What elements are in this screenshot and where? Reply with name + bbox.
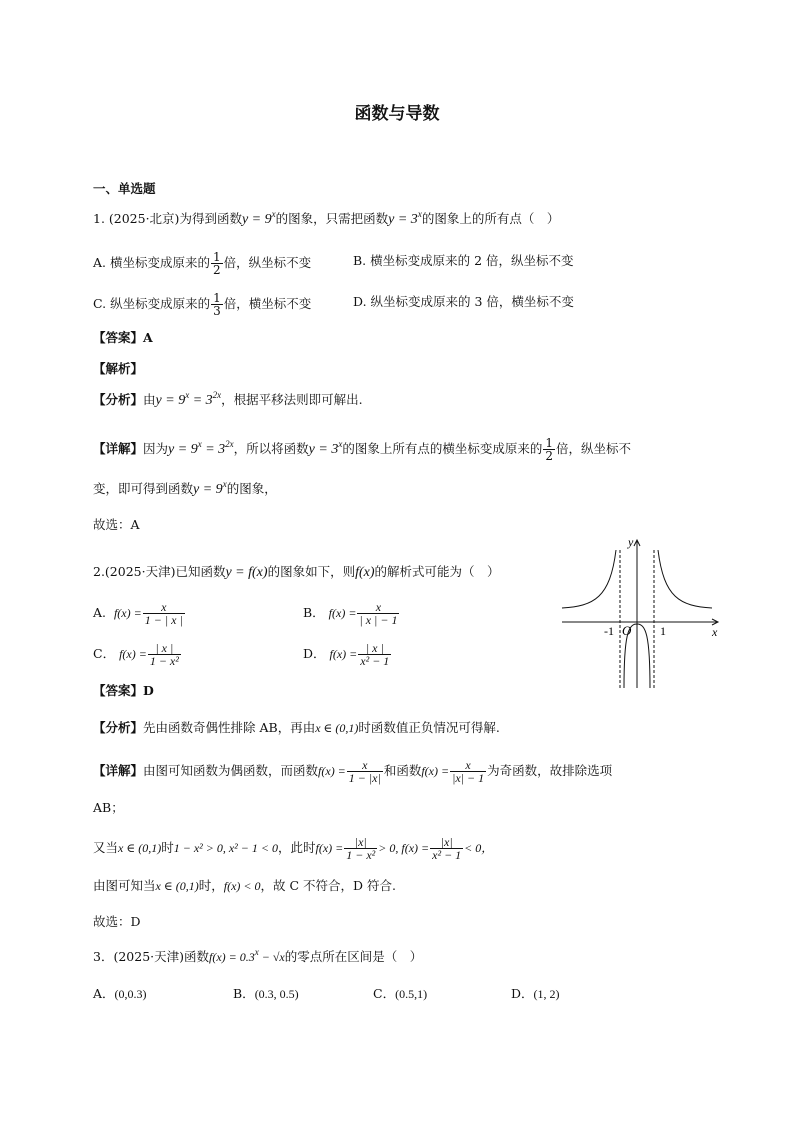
q2-option-a: A. f(x) = $\frac{x}{1 - | x |}$ bbox=[93, 600, 183, 627]
q1-detail-cont: 变，即可得到函数$y = 9^x$的图象， bbox=[93, 479, 277, 497]
function-graph bbox=[558, 536, 724, 690]
q1-stem-text: 1. (2025·北京)为得到函数 bbox=[93, 211, 242, 226]
q1-detail: 【详解】因为$y = 9^x = 3^{2x}$，所以将函数$y = 3^x$的图象上所有点的横坐标变成原来的 $\frac{1}{2}$ 倍，纵坐标不 bbox=[93, 436, 632, 463]
q2-option-c: C． f(x) = $\frac{| x |}{\text{1 − x²}}$ bbox=[93, 641, 179, 668]
fraction: $\frac{x}{1 - | x |}$ bbox=[144, 600, 183, 627]
tick-pos-one: 1 bbox=[660, 624, 666, 638]
fraction: $\frac{x}{1 - |x|}$ bbox=[348, 758, 381, 785]
q2-detail-line2: 又当x ∈ (0,1)时1 − x² > 0, x² − 1 < 0，此时f(x) = $\frac{|x|}{\text{1 − x²}}$ > 0, f(x) = $\frac{|x|}{\text{x² − 1}}$ < 0， bbox=[93, 835, 494, 862]
q1-detail-formula: $y = 3^x$ bbox=[308, 439, 343, 457]
origin-label: O bbox=[622, 623, 632, 638]
q1-jiexi-heading: 【解析】 bbox=[93, 361, 144, 376]
q3-option-c: C．(0.5,1) bbox=[373, 986, 428, 1001]
q3-formula: $f(x) = 0.3^x - √x$ bbox=[209, 947, 285, 964]
q1-detail-formula: $y = 9^x = 3^{2x}$ bbox=[168, 439, 234, 457]
q1-option-d: D. 纵坐标变成原来的 3 倍，横坐标不变 bbox=[353, 294, 574, 309]
fraction: $\frac{1}{3}$ bbox=[213, 291, 221, 318]
q1-option-b: B. 横坐标变成原来的 2 倍，纵坐标不变 bbox=[353, 253, 574, 268]
q1-detail-formula: $y = 9^x$ bbox=[193, 479, 227, 497]
q1-stem-text: 的图象，只需把函数 bbox=[275, 211, 389, 226]
q1-option-c: C. 纵坐标变成原来的 $\frac{1}{3}$ 倍，横坐标不变 bbox=[93, 291, 312, 318]
q1-formula-9x: $y = 9^x$ bbox=[241, 209, 276, 227]
tick-neg-one: -1 bbox=[604, 624, 614, 638]
q3-option-d: D．(1, 2) bbox=[511, 986, 560, 1001]
q2-detail: 【详解】由图可知函数为偶函数，而函数f(x) = $\frac{x}{1 - |x|}$ 和函数f(x) = $\frac{x}{|x| - 1}$ 为奇函数，故排除选项 bbox=[93, 758, 613, 785]
fraction: $\frac{1}{2}$ bbox=[212, 250, 221, 277]
fraction: $\frac{| x |}{\text{1 − x²}}$ bbox=[149, 641, 179, 668]
q1-stem-text: 的图象上的所有点（ ） bbox=[421, 211, 560, 226]
q1-stem bbox=[93, 209, 560, 227]
q2-answer: 【答案】D bbox=[93, 683, 154, 698]
fraction: $\frac{| x |}{\text{x² − 1}}$ bbox=[360, 641, 390, 668]
section-heading: 一、单选题 bbox=[93, 181, 156, 196]
q1-formula-3x: $y = 3^x$ bbox=[388, 209, 422, 227]
x-axis-label: x bbox=[712, 625, 718, 639]
q1-answer: 【答案】A bbox=[93, 330, 153, 345]
q2-analysis: 【分析】先由函数奇偶性排除 AB，再由x ∈ (0,1)时函数值正负情况可得解. bbox=[93, 720, 500, 735]
fraction: $\frac{x}{|x| - 1}$ bbox=[452, 758, 485, 785]
q2-stem: 2.(2025·天津)已知函数y = f(x)的图象如下，则f(x)的解析式可能为（ ） bbox=[93, 564, 500, 580]
fraction: $\frac{|x|}{\text{1 − x²}}$ bbox=[346, 835, 376, 862]
curve-right bbox=[658, 550, 712, 608]
q1-analysis-formula: $y = 9^x = 3^{2x}$ bbox=[155, 390, 222, 408]
q3-option-a: A．(0,0.3) bbox=[93, 986, 147, 1001]
q1-analysis: 【分析】由$y = 9^x = 3^{2x}$，根据平移法则即可解出. bbox=[93, 390, 363, 408]
curve-left bbox=[562, 550, 616, 608]
fraction: $\frac{|x|}{\text{x² − 1}}$ bbox=[432, 835, 462, 862]
q2-option-d: D． f(x) = $\frac{| x |}{\text{x² − 1}}$ bbox=[303, 641, 390, 668]
y-axis-label: y bbox=[628, 536, 634, 549]
q3-stem: 3．(2025·天津)函数$f(x) = 0.3^x - √x$的零点所在区间是（ ） bbox=[93, 947, 423, 964]
q2-option-b: B． f(x) = $\frac{x}{| x | - 1}$ bbox=[303, 600, 398, 627]
fraction: $\frac{1}{2}$ bbox=[545, 436, 553, 463]
page-title: 函数与导数 bbox=[354, 104, 440, 124]
q2-choice: 故选：D bbox=[93, 914, 141, 929]
q2-detail-cont: AB； bbox=[93, 800, 124, 815]
fraction: $\frac{x}{| x | - 1}$ bbox=[359, 600, 398, 627]
q1-option-a: A. 横坐标变成原来的 $\frac{1}{2}$ 倍，纵坐标不变 bbox=[93, 250, 312, 277]
q3-option-b: B．(0.3, 0.5) bbox=[233, 986, 299, 1001]
q2-detail-line3: 由图可知当x ∈ (0,1)时，f(x) < 0，故 C 不符合，D 符合. bbox=[93, 878, 396, 893]
q1-choice: 故选：A bbox=[93, 517, 140, 532]
